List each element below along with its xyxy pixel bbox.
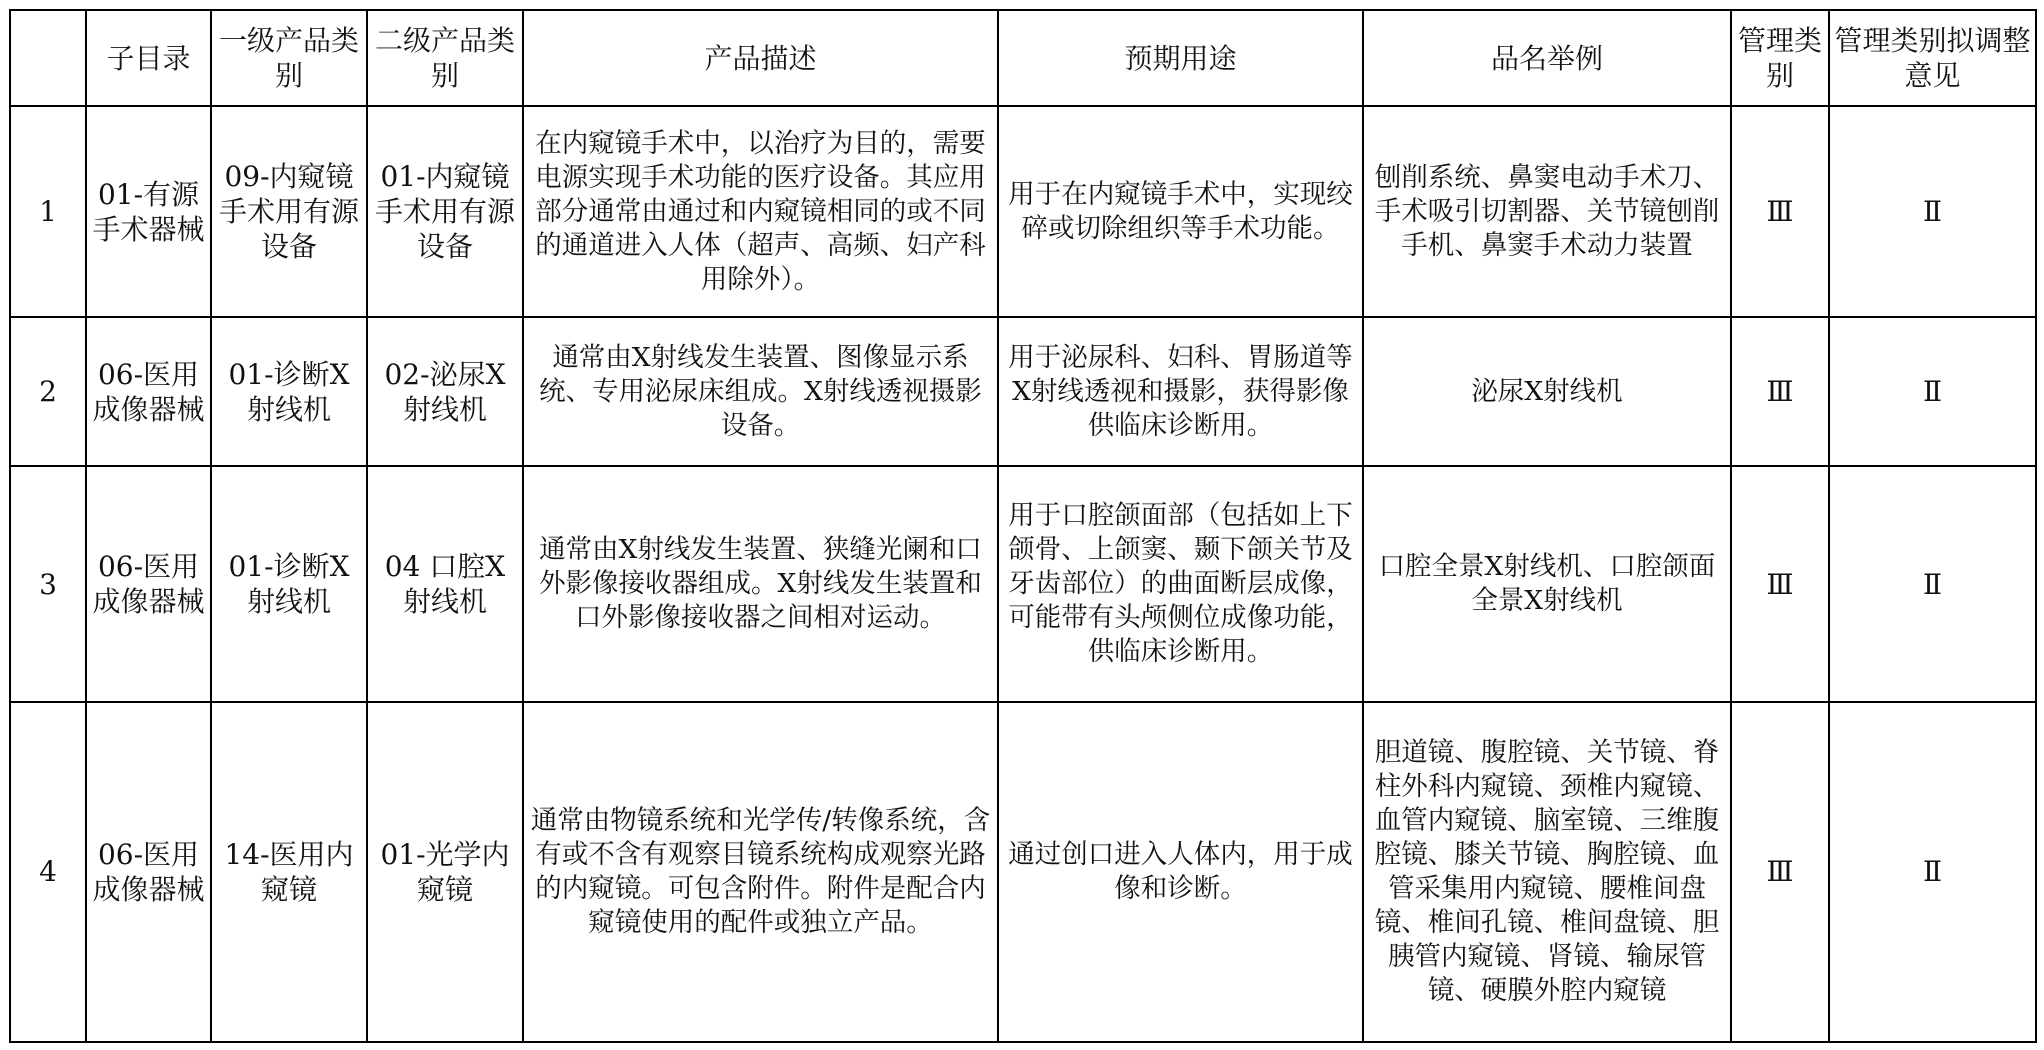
header-category-2: 二级产品类别 — [367, 10, 523, 106]
proposed-class-cell: Ⅱ — [1829, 106, 2036, 317]
subdirectory-cell: 06-医用成像器械 — [86, 466, 211, 702]
table-row — [10, 317, 2036, 466]
subdirectory-cell: 01-有源手术器械 — [86, 106, 211, 317]
row-number: 1 — [10, 106, 86, 317]
description-cell: 通常由X射线发生装置、图像显示系统、专用泌尿床组成。X射线透视摄影设备。 — [523, 317, 998, 466]
management-class-cell: Ⅲ — [1731, 317, 1829, 466]
classification-table — [9, 9, 2037, 1043]
subdirectory-cell: 06-医用成像器械 — [86, 317, 211, 466]
description-cell: 通常由物镜系统和光学传/转像系统，含有或不含有观察目镜系统构成观察光路的内窥镜。可包含附件。附件是配合内窥镜使用的配件或独立产品。 — [523, 702, 998, 1042]
row-number: 4 — [10, 702, 86, 1042]
category-1-cell: 14-医用内窥镜 — [211, 702, 367, 1042]
row-number: 3 — [10, 466, 86, 702]
management-class-cell: Ⅲ — [1731, 702, 1829, 1042]
category-1-cell: 01-诊断X射线机 — [211, 466, 367, 702]
header-examples: 品名举例 — [1363, 10, 1731, 106]
intended-use-cell: 用于泌尿科、妇科、胃肠道等X射线透视和摄影，获得影像供临床诊断用。 — [998, 317, 1363, 466]
examples-cell: 刨削系统、鼻窦电动手术刀、手术吸引切割器、关节镜刨削手机、鼻窦手术动力装置 — [1363, 106, 1731, 317]
proposed-class-cell: Ⅱ — [1829, 317, 2036, 466]
category-1-cell: 01-诊断X射线机 — [211, 317, 367, 466]
header-index — [10, 10, 86, 106]
category-2-cell: 01-内窥镜手术用有源设备 — [367, 106, 523, 317]
table-row — [10, 702, 2036, 1042]
row-number: 2 — [10, 317, 86, 466]
description-cell: 通常由X射线发生装置、狭缝光阑和口外影像接收器组成。X射线发生装置和口外影像接收器之间相对运动。 — [523, 466, 998, 702]
header-category-1: 一级产品类别 — [211, 10, 367, 106]
category-2-cell: 04 口腔X射线机 — [367, 466, 523, 702]
description-cell: 在内窥镜手术中，以治疗为目的，需要电源实现手术功能的医疗设备。其应用部分通常由通过和内窥镜相同的或不同的通道进入人体（超声、高频、妇产科用除外）。 — [523, 106, 998, 317]
table-row — [10, 466, 2036, 702]
category-2-cell: 02-泌尿X射线机 — [367, 317, 523, 466]
intended-use-cell: 通过创口进入人体内，用于成像和诊断。 — [998, 702, 1363, 1042]
table-row — [10, 106, 2036, 317]
intended-use-cell: 用于在内窥镜手术中，实现绞碎或切除组织等手术功能。 — [998, 106, 1363, 317]
subdirectory-cell: 06-医用成像器械 — [86, 702, 211, 1042]
header-proposed-adjustment: 管理类别拟调整意见 — [1829, 10, 2036, 106]
category-2-cell: 01-光学内窥镜 — [367, 702, 523, 1042]
management-class-cell: Ⅲ — [1731, 106, 1829, 317]
examples-cell: 胆道镜、腹腔镜、关节镜、脊柱外科内窥镜、颈椎内窥镜、血管内窥镜、脑室镜、三维腹腔镜、膝关节镜、胸腔镜、血管采集用内窥镜、腰椎间盘镜、椎间孔镜、椎间盘镜、胆胰管内窥镜、肾镜、输尿管镜、硬膜外腔内窥镜 — [1363, 702, 1731, 1042]
intended-use-cell: 用于口腔颌面部（包括如上下颌骨、上颌窦、颞下颌关节及牙齿部位）的曲面断层成像，可能带有头颅侧位成像功能，供临床诊断用。 — [998, 466, 1363, 702]
proposed-class-cell: Ⅱ — [1829, 702, 2036, 1042]
header-management-class: 管理类别 — [1731, 10, 1829, 106]
examples-cell: 口腔全景X射线机、口腔颌面全景X射线机 — [1363, 466, 1731, 702]
management-class-cell: Ⅲ — [1731, 466, 1829, 702]
header-description: 产品描述 — [523, 10, 998, 106]
header-subdirectory: 子目录 — [86, 10, 211, 106]
proposed-class-cell: Ⅱ — [1829, 466, 2036, 702]
header-row — [10, 10, 2036, 106]
header-intended-use: 预期用途 — [998, 10, 1363, 106]
category-1-cell: 09-内窥镜手术用有源设备 — [211, 106, 367, 317]
examples-cell: 泌尿X射线机 — [1363, 317, 1731, 466]
